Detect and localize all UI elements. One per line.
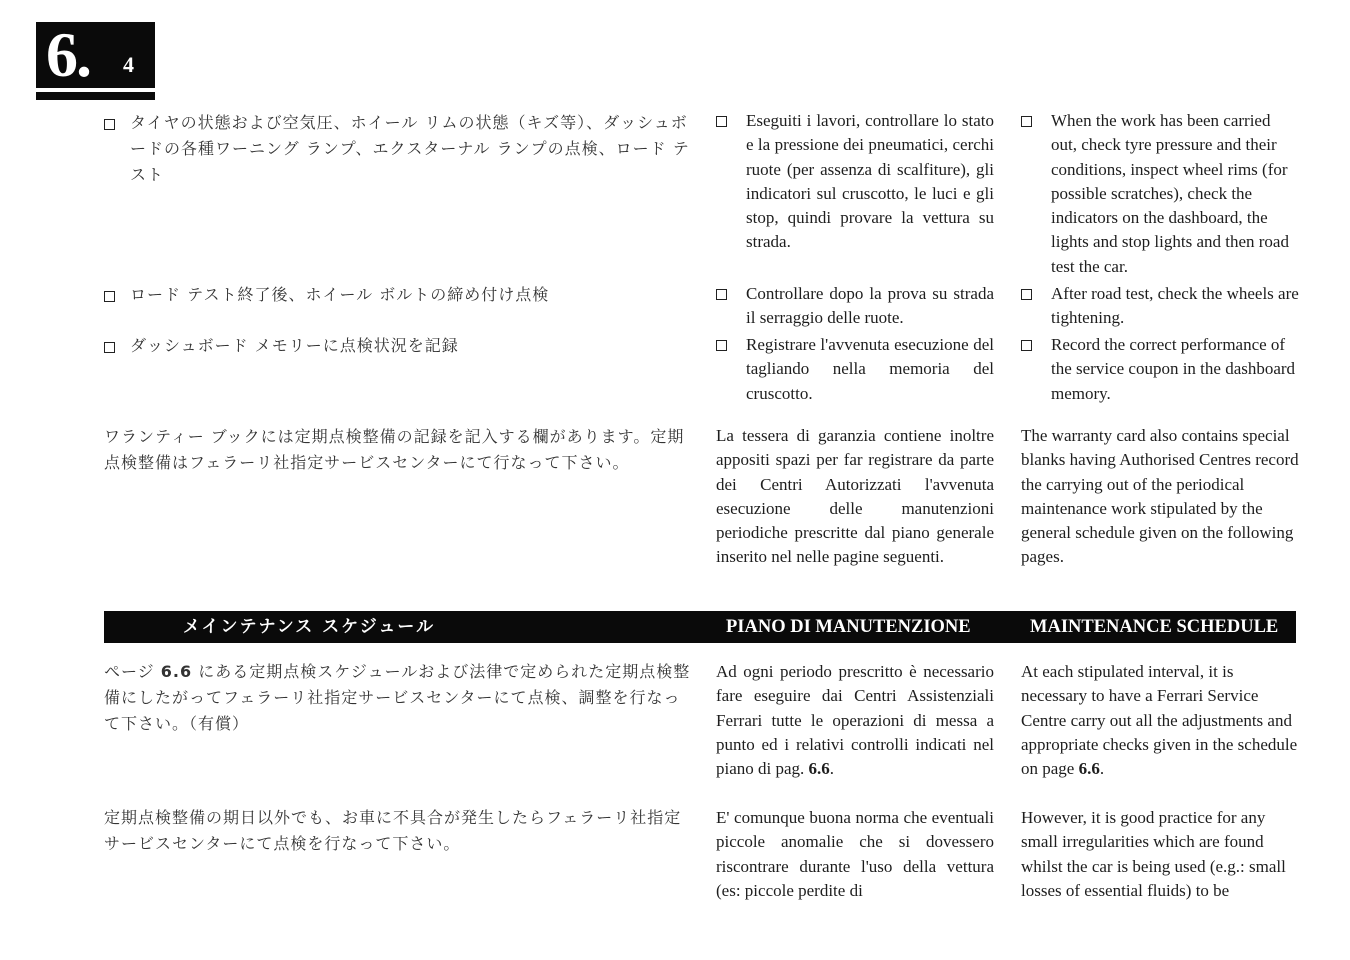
it-bullet-wheel-bolts [716, 282, 994, 331]
it-schedule-pre: Ad ogni periodo prescritto è necessario fare eseguire dai Centri Assistenziali Ferrari tutte le operazioni di messa a punto ed i relativi controlli indicati nel piano di pag. [716, 662, 994, 779]
jp-schedule-page-ref: 6.6 [160, 662, 193, 681]
maintenance-schedule-heading-band [104, 611, 1296, 643]
it-bullet-record [716, 333, 994, 406]
jp-bullet-record-text: ダッシュボード メモリーに点検状況を記録 [130, 336, 459, 355]
checkbox-bullet-icon [104, 119, 115, 130]
it-bullet-record-text: Registrare l'avvenuta esecuzione del tagliando nella memoria del cruscotto. [746, 335, 994, 403]
it-bullet-checks [716, 109, 994, 255]
jp-bullet-checks-text: タイヤの状態および空気圧、ホイール リムの状態（キズ等）、ダッシュボードの各種ワーニング ランプ、エクスターナル ランプの点検、ロード テスト [130, 113, 690, 184]
en-schedule-paragraph [1021, 660, 1299, 781]
en-bullet-record-text: Record the correct performance of the service coupon in the dashboard memory. [1051, 335, 1296, 403]
it-bullet-wheel-bolts-text: Controllare dopo la prova su strada il serraggio delle ruote. [746, 284, 994, 328]
jp-schedule-post: にある定期点検スケジュールおよび法律で定められた定期点検整備にしたがってフェラーリ社指定サービスセンターにて点検、調整を行なって下さい。（有償） [104, 662, 691, 733]
jp-warranty-paragraph: ワランティー ブックには定期点検整備の記録を記入する欄があります。定期点検整備はフェラーリ社指定サービスセンターにて行なって下さい。 [104, 427, 685, 472]
checkbox-bullet-icon [716, 340, 727, 351]
checkbox-bullet-icon [1021, 340, 1032, 351]
jp-bullet-checks [104, 110, 694, 188]
en-bullet-wheel-bolts [1021, 282, 1299, 331]
en-bullet-checks-text: When the work has been carried out, check tyre pressure and their conditions, inspect wheel rims (for possible scratches), check the indicators on the dashboard, the lights and stop lights and then road test the car. [1051, 111, 1289, 276]
section-subnumber: 4 [123, 52, 134, 77]
en-schedule-post: . [1099, 759, 1105, 779]
en-schedule-page-ref: 6.6 [1078, 759, 1100, 779]
it-schedule-paragraph [716, 660, 994, 781]
it-schedule-page-ref: 6.6 [808, 759, 830, 779]
jp-schedule-pre: ページ [104, 662, 161, 681]
it-warranty-paragraph: La tessera di garanzia contiene inoltre appositi spazi per far registrare da parte dei Centri Autorizzati l'avvenuta esecuzione delle manutenzioni periodiche prescritte dal piano generale inserito nel nelle pagine seguenti. [716, 426, 994, 567]
en-bullet-record [1021, 333, 1299, 406]
jp-bullet-wheel-bolts [104, 282, 694, 308]
it-schedule-post: . [829, 759, 835, 779]
en-bullet-checks [1021, 109, 1299, 279]
it-practice-paragraph: E' comunque buona norma che eventuali piccole anomalie che si dovessero riscontrare durante l'uso della vettura (es: piccole perdite di [716, 808, 994, 900]
jp-practice-paragraph: 定期点検整備の期日以外でも、お車に不具合が発生したらフェラーリ社指定サービスセンターにて点検を行なって下さい。 [104, 808, 682, 853]
jp-bullet-wheel-bolts-text: ロード テスト終了後、ホイール ボルトの締め付け点検 [130, 285, 550, 304]
heading-jp: メインテナンス スケジュール [182, 617, 436, 637]
checkbox-bullet-icon [104, 291, 115, 302]
jp-schedule-paragraph [104, 659, 694, 737]
checkbox-bullet-icon [716, 289, 727, 300]
heading-it: PIANO DI MANUTENZIONE [726, 617, 971, 637]
en-practice-paragraph: However, it is good practice for any small irregularities which are found whilst the car is being used (e.g.: small losses of essential fluids) to be [1021, 808, 1286, 900]
section-number-badge [36, 19, 155, 90]
checkbox-bullet-icon [1021, 289, 1032, 300]
it-bullet-checks-text: Eseguiti i lavori, controllare lo stato e la pressione dei pneumatici, cerchi ruote (per assenza di scalfiture), gli indicatori sul cruscotto, le luci e gli stop, quindi provare la vettura su strada. [746, 111, 994, 252]
header-rule [36, 92, 155, 100]
en-bullet-wheel-bolts-text: After road test, check the wheels are tightening. [1051, 284, 1299, 328]
checkbox-bullet-icon [1021, 116, 1032, 127]
section-number: 6. [46, 19, 90, 90]
checkbox-bullet-icon [716, 116, 727, 127]
jp-bullet-record [104, 333, 694, 359]
checkbox-bullet-icon [104, 342, 115, 353]
en-schedule-pre: At each stipulated interval, it is necessary to have a Ferrari Service Centre carry out all the adjustments and appropriate checks given in the schedule on page [1021, 662, 1298, 779]
heading-en: MAINTENANCE SCHEDULE [1030, 617, 1279, 637]
en-warranty-paragraph: The warranty card also contains special blanks having Authorised Centres record the carrying out of the periodical maintenance work stipulated by the general schedule given on the following pages. [1021, 426, 1299, 567]
